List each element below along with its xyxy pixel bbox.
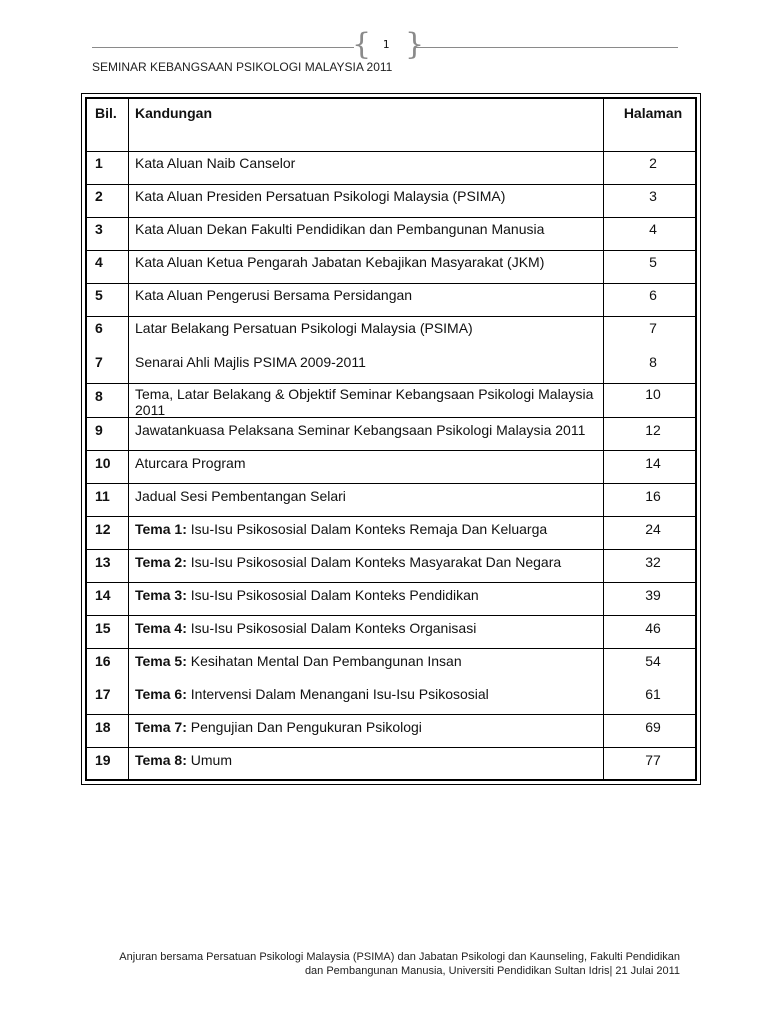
row-title: Kata Aluan Naib Canselor [135,155,296,171]
page-footer [80,950,680,978]
row-content [135,587,605,603]
row-content [135,254,605,270]
row-content [135,488,605,504]
row-title: Kata Aluan Ketua Pengarah Jabatan Kebajikan Masyarakat (JKM) [135,254,545,270]
row-title: Senarai Ahli Majlis PSIMA 2009-2011 [135,354,366,370]
row-divider [87,151,695,152]
row-bil: 10 [95,455,111,471]
row-bil: 15 [95,620,111,636]
row-divider [87,250,695,251]
tema-label: Tema 4: [135,620,187,636]
row-divider [87,648,695,649]
row-divider [87,747,695,748]
page-number: 1 [382,38,390,51]
row-page-number: 4 [649,221,657,237]
row-divider [87,615,695,616]
row-title: Pengujian Dan Pengukuran Psikologi [186,719,422,735]
row-bil: 2 [95,188,103,204]
row-title: Intervensi Dalam Menangani Isu-Isu Psikososial [186,686,489,702]
row-content [135,287,605,303]
row-bil: 13 [95,554,111,570]
left-brace-icon: { [352,27,372,62]
row-page-number: 24 [645,521,661,537]
row-page-number: 77 [645,752,661,768]
row-title: Aturcara Program [135,455,246,471]
row-content [135,620,605,636]
row-page-number: 61 [645,686,661,702]
row-title: Latar Belakang Persatuan Psikologi Malaysia (PSIMA) [135,320,473,336]
row-divider [87,714,695,715]
row-bil: 6 [95,320,103,336]
row-bil: 11 [95,488,110,504]
row-content [135,455,605,471]
row-page-number: 8 [649,354,657,370]
row-title: Jadual Sesi Pembentangan Selari [135,488,346,504]
row-title: Isu-Isu Psikososial Dalam Konteks Pendidikan [186,587,479,603]
row-bil: 9 [95,422,103,438]
row-bil: 5 [95,287,103,303]
tema-label: Tema 6: [135,686,187,702]
row-content [135,422,605,438]
toc-table-body [85,97,697,781]
row-bil: 19 [95,752,111,768]
row-page-number: 54 [645,653,661,669]
row-divider [87,316,695,317]
row-bil: 3 [95,221,103,237]
row-divider [87,450,695,451]
row-title: Tema, Latar Belakang & Objektif Seminar Kebangsaan Psikologi Malaysia 2011 [135,386,594,418]
row-title: Kata Aluan Presiden Persatuan Psikologi Malaysia (PSIMA) [135,188,506,204]
header-rule-left [92,47,354,48]
tema-label: Tema 7: [135,719,187,735]
header-halaman: Halaman [623,105,683,121]
row-divider [87,549,695,550]
row-divider [87,516,695,517]
row-content [135,719,605,735]
row-content [135,752,605,768]
row-content [135,188,605,204]
row-bil: 17 [95,686,111,702]
row-page-number: 32 [645,554,661,570]
row-title: Umum [186,752,232,768]
footer-line-1: Anjuran bersama Persatuan Psikologi Malaysia (PSIMA) dan Jabatan Psikologi dan Kaunseling, Fakulti Pendidikan [119,951,680,963]
running-title: SEMINAR KEBANGSAAN PSIKOLOGI MALAYSIA 2011 [92,60,393,74]
row-page-number: 3 [649,188,657,204]
row-page-number: 7 [649,320,657,336]
row-bil: 16 [95,653,111,669]
row-title: Kata Aluan Dekan Fakulti Pendidikan dan Pembangunan Manusia [135,221,545,237]
row-page-number: 16 [645,488,661,504]
tema-label: Tema 1: [135,521,187,537]
row-page-number: 14 [645,455,661,471]
row-page-number: 12 [645,422,661,438]
row-title: Isu-Isu Psikososial Dalam Konteks Organisasi [186,620,477,636]
row-title: Kata Aluan Pengerusi Bersama Persidangan [135,287,413,303]
row-content [135,386,605,418]
header-rule-right [414,47,678,48]
row-bil: 18 [95,719,111,735]
row-divider [87,582,695,583]
row-title: Jawatankuasa Pelaksana Seminar Kebangsaan Psikologi Malaysia 2011 [135,422,586,438]
footer-line-2: dan Pembangunan Manusia, Universiti Pendidikan Sultan Idris| 21 Julai 2011 [304,965,680,977]
row-title: Isu-Isu Psikososial Dalam Konteks Remaja Dan Keluarga [186,521,548,537]
row-content [135,354,605,370]
row-content [135,521,605,537]
table-of-contents [81,93,701,785]
header-bil: Bil. [95,105,117,121]
row-page-number: 5 [649,254,657,270]
row-page-number: 46 [645,620,661,636]
tema-label: Tema 8: [135,752,187,768]
header-kandungan: Kandungan [135,105,212,121]
row-page-number: 10 [645,386,661,402]
row-divider [87,283,695,284]
row-content [135,653,605,669]
row-page-number: 2 [649,155,657,171]
row-content [135,686,605,702]
row-divider [87,217,695,218]
tema-label: Tema 2: [135,554,187,570]
row-divider [87,383,695,384]
row-divider [87,483,695,484]
row-page-number: 6 [649,287,657,303]
row-content [135,554,605,570]
column-divider-bil [128,99,129,779]
row-content [135,155,605,171]
row-content [135,320,605,336]
row-title: Isu-Isu Psikososial Dalam Konteks Masyarakat Dan Negara [186,554,562,570]
row-page-number: 39 [645,587,661,603]
row-bil: 4 [95,254,103,270]
row-bil: 1 [95,155,103,171]
row-divider [87,184,695,185]
tema-label: Tema 3: [135,587,187,603]
row-content [135,221,605,237]
row-page-number: 69 [645,719,661,735]
row-title: Kesihatan Mental Dan Pembangunan Insan [186,653,462,669]
row-bil: 12 [95,521,111,537]
row-bil: 7 [95,354,103,370]
tema-label: Tema 5: [135,653,187,669]
right-brace-icon: } [405,27,425,62]
row-bil: 8 [95,388,103,404]
row-bil: 14 [95,587,111,603]
